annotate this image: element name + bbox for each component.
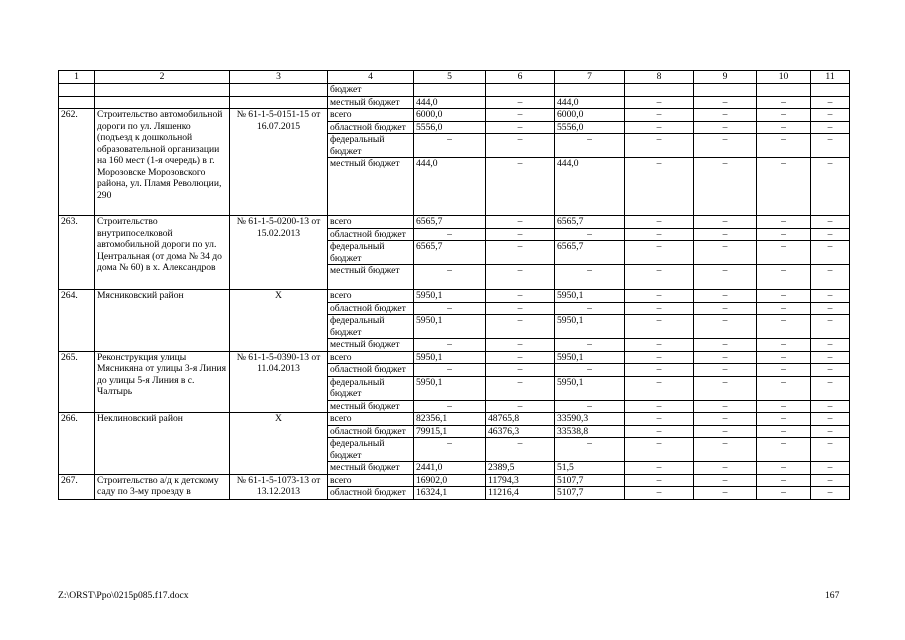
budget-value: – [811,487,850,500]
object-name: Неклиновский район [95,413,230,475]
budget-value: 5950,1 [555,351,625,364]
budget-value: – [555,400,625,413]
budget-value: – [625,241,694,265]
budget-category: местный бюджет [328,265,414,290]
budget-value: 6565,7 [414,241,486,265]
budget-value: 2389,5 [486,462,555,475]
budget-value: 5556,0 [555,121,625,134]
budget-value: – [811,425,850,438]
budget-value: 444,0 [555,96,625,109]
budget-category: федеральный бюджет [328,134,414,158]
budget-value: – [757,134,811,158]
empty-cell [555,84,625,97]
budget-value: – [414,339,486,352]
document-number: Х [230,290,328,352]
budget-table [58,70,850,500]
empty-cell [694,84,757,97]
budget-value: – [486,351,555,364]
budget-value: – [811,315,850,339]
budget-value: – [694,376,757,400]
budget-value: – [625,216,694,229]
budget-value: – [811,351,850,364]
budget-category: бюджет [328,84,414,97]
budget-value: – [555,302,625,315]
budget-value: – [414,364,486,377]
budget-value: – [757,228,811,241]
budget-value: – [811,228,850,241]
budget-value: 33538,8 [555,425,625,438]
budget-category: областной бюджет [328,228,414,241]
budget-value: 444,0 [414,158,486,216]
budget-category: федеральный бюджет [328,315,414,339]
budget-value: – [811,121,850,134]
budget-category: всего [328,351,414,364]
budget-value: – [757,413,811,426]
budget-value: 444,0 [555,158,625,216]
budget-value: – [694,134,757,158]
budget-value: – [625,438,694,462]
budget-value: – [486,96,555,109]
budget-value: 5950,1 [555,290,625,303]
header-row [59,71,850,84]
budget-value: – [757,158,811,216]
budget-value: – [757,438,811,462]
budget-value: 6565,7 [555,216,625,229]
budget-value: – [757,351,811,364]
row-number: 263. [59,216,95,290]
budget-value: – [486,339,555,352]
budget-value: 5950,1 [414,290,486,303]
budget-value: – [555,134,625,158]
table-row [59,96,850,109]
budget-value: – [486,376,555,400]
budget-value: – [625,302,694,315]
budget-value: – [811,400,850,413]
budget-value: – [555,438,625,462]
budget-value: – [811,109,850,122]
budget-value: – [694,265,757,290]
budget-value: – [694,315,757,339]
budget-category: всего [328,474,414,487]
document-number: № 61-1-5-0151-15 от 16.07.2015 [230,109,328,216]
budget-value: – [694,158,757,216]
budget-value: – [486,290,555,303]
budget-value: – [694,109,757,122]
object-name: Мясниковский район [95,290,230,352]
budget-value: – [414,134,486,158]
document-number: № 61-1-5-0200-13 от 15.02.2013 [230,216,328,290]
budget-value: – [757,216,811,229]
column-number-header: 3 [230,71,328,84]
budget-value: – [694,96,757,109]
column-number-header: 2 [95,71,230,84]
budget-value: – [625,121,694,134]
budget-value: – [555,265,625,290]
budget-value: 16902,0 [414,474,486,487]
budget-category: областной бюджет [328,302,414,315]
budget-value: 2441,0 [414,462,486,475]
budget-category: всего [328,216,414,229]
budget-value: – [555,339,625,352]
budget-value: – [811,158,850,216]
budget-value: – [486,241,555,265]
budget-value: 6565,7 [555,241,625,265]
empty-cell [625,84,694,97]
budget-value: – [486,400,555,413]
budget-value: 5556,0 [414,121,486,134]
budget-value: 5950,1 [555,315,625,339]
object-name: Реконструкция улицы Мясникяна от улицы 3-я Линия до улицы 5-я Линия в с. Чалтырь [95,351,230,413]
row-number: 264. [59,290,95,352]
budget-value: – [486,302,555,315]
budget-value: – [757,376,811,400]
row-number: 267. [59,474,95,499]
budget-value: – [694,339,757,352]
budget-value: – [625,413,694,426]
object-name: Строительство внутрипоселковой автомобильной дороги по ул. Центральная (от дома № 34 до дома № 60) в х. Александров [95,216,230,290]
column-number-header: 10 [757,71,811,84]
column-number-header: 8 [625,71,694,84]
row-number: 266. [59,413,95,475]
budget-value: – [811,290,850,303]
budget-value: 46376,3 [486,425,555,438]
budget-value: 6565,7 [414,216,486,229]
budget-value: – [757,400,811,413]
budget-value: 11216,4 [486,487,555,500]
budget-value: 11794,3 [486,474,555,487]
budget-value: – [694,351,757,364]
budget-value: – [757,474,811,487]
budget-value: – [625,339,694,352]
budget-value: 5950,1 [414,315,486,339]
budget-value: – [625,315,694,339]
budget-category: областной бюджет [328,121,414,134]
budget-category: местный бюджет [328,400,414,413]
budget-category: всего [328,109,414,122]
budget-value: – [625,228,694,241]
table-row [59,474,850,487]
budget-value: – [811,302,850,315]
row-number: 265. [59,351,95,413]
budget-value: – [555,364,625,377]
budget-value: 5950,1 [555,376,625,400]
document-number: Х [230,413,328,475]
budget-value: 82356,1 [414,413,486,426]
budget-value: – [694,241,757,265]
empty-cell [95,96,230,109]
budget-value: – [757,241,811,265]
budget-value: – [757,364,811,377]
budget-category: федеральный бюджет [328,241,414,265]
budget-value: – [811,134,850,158]
budget-value: – [694,487,757,500]
table-row [59,290,850,303]
object-name: Строительство а/д к детскому саду по 3-му проезду в [95,474,230,499]
empty-cell [95,84,230,97]
budget-value: – [694,400,757,413]
footer-file-path: Z:\ORST\Ppo\0215p085.f17.docx [58,590,189,601]
budget-value: – [486,216,555,229]
budget-value: – [694,364,757,377]
empty-cell [59,84,95,97]
budget-value: – [694,474,757,487]
budget-value: – [811,241,850,265]
budget-value: – [486,265,555,290]
budget-value: – [486,134,555,158]
column-number-header: 7 [555,71,625,84]
budget-value: – [811,413,850,426]
budget-value: – [811,96,850,109]
budget-value: – [757,96,811,109]
budget-value: – [757,109,811,122]
table-row [59,216,850,229]
budget-category: всего [328,290,414,303]
column-number-header: 1 [59,71,95,84]
budget-value: – [811,376,850,400]
budget-value: 5950,1 [414,376,486,400]
budget-value: – [757,339,811,352]
empty-cell [486,84,555,97]
budget-value: – [694,462,757,475]
budget-value: 6000,0 [414,109,486,122]
table-row [59,84,850,97]
budget-value: – [625,96,694,109]
budget-value: – [757,487,811,500]
table-row [59,351,850,364]
budget-value: – [486,158,555,216]
budget-category: областной бюджет [328,364,414,377]
budget-value: 6000,0 [555,109,625,122]
budget-value: – [694,413,757,426]
budget-value: – [757,462,811,475]
budget-value: 51,5 [555,462,625,475]
budget-value: 79915,1 [414,425,486,438]
budget-value: – [757,425,811,438]
budget-value: – [555,228,625,241]
budget-value: – [625,265,694,290]
budget-category: областной бюджет [328,487,414,500]
table-row [59,109,850,122]
document-number: № 61-1-5-1073-13 от 13.12.2013 [230,474,328,499]
budget-value: – [486,109,555,122]
budget-value: – [486,121,555,134]
empty-cell [811,84,850,97]
budget-value: 16324,1 [414,487,486,500]
budget-category: местный бюджет [328,339,414,352]
column-number-header: 4 [328,71,414,84]
budget-value: – [625,158,694,216]
budget-value: – [414,400,486,413]
budget-category: федеральный бюджет [328,376,414,400]
budget-value: – [625,400,694,413]
empty-cell [59,96,95,109]
budget-value: – [625,364,694,377]
row-number: 262. [59,109,95,216]
budget-value: – [811,438,850,462]
budget-value: – [757,121,811,134]
budget-value: – [625,351,694,364]
empty-cell [414,84,486,97]
budget-value: – [694,425,757,438]
budget-value: – [757,302,811,315]
budget-value: – [625,109,694,122]
budget-category: местный бюджет [328,158,414,216]
budget-value: – [486,315,555,339]
budget-value: – [811,265,850,290]
budget-value: – [625,462,694,475]
budget-category: областной бюджет [328,425,414,438]
budget-value: – [757,265,811,290]
budget-value: 5107,7 [555,487,625,500]
budget-value: – [811,216,850,229]
budget-value: – [414,228,486,241]
budget-value: – [414,302,486,315]
budget-value: 5107,7 [555,474,625,487]
budget-value: – [625,474,694,487]
budget-value: – [811,339,850,352]
budget-value: 48765,8 [486,413,555,426]
budget-value: – [811,364,850,377]
budget-value: – [625,134,694,158]
table-row [59,413,850,426]
budget-value: 5950,1 [414,351,486,364]
budget-value: – [414,438,486,462]
column-number-header: 11 [811,71,850,84]
budget-value: – [694,228,757,241]
budget-value: – [811,474,850,487]
budget-value: – [486,438,555,462]
budget-value: – [694,438,757,462]
document-number: № 61-1-5-0390-13 от 11.04.2013 [230,351,328,413]
budget-category: всего [328,413,414,426]
budget-value: – [757,315,811,339]
page-number: 167 [825,590,840,601]
column-number-header: 6 [486,71,555,84]
budget-category: федеральный бюджет [328,438,414,462]
budget-value: – [694,216,757,229]
table-body [59,71,850,500]
budget-value: – [757,290,811,303]
empty-cell [230,96,328,109]
budget-value: – [625,487,694,500]
budget-value: – [694,290,757,303]
budget-value: – [486,364,555,377]
budget-value: 33590,3 [555,413,625,426]
budget-category: местный бюджет [328,462,414,475]
column-number-header: 9 [694,71,757,84]
budget-value: – [625,376,694,400]
budget-value: 444,0 [414,96,486,109]
budget-value: – [694,121,757,134]
column-number-header: 5 [414,71,486,84]
empty-cell [230,84,328,97]
object-name: Строительство автомобильной дороги по ул. Ляшенко (подъезд к дошкольной образовательной организации на 160 мест (1-я очередь) в г. Морозовске Морозовского района, ул. Пламя Революции, 290 [95,109,230,216]
budget-value: – [486,228,555,241]
budget-category: местный бюджет [328,96,414,109]
budget-value: – [625,425,694,438]
budget-value: – [694,302,757,315]
budget-value: – [811,462,850,475]
budget-value: – [414,265,486,290]
empty-cell [757,84,811,97]
budget-value: – [625,290,694,303]
